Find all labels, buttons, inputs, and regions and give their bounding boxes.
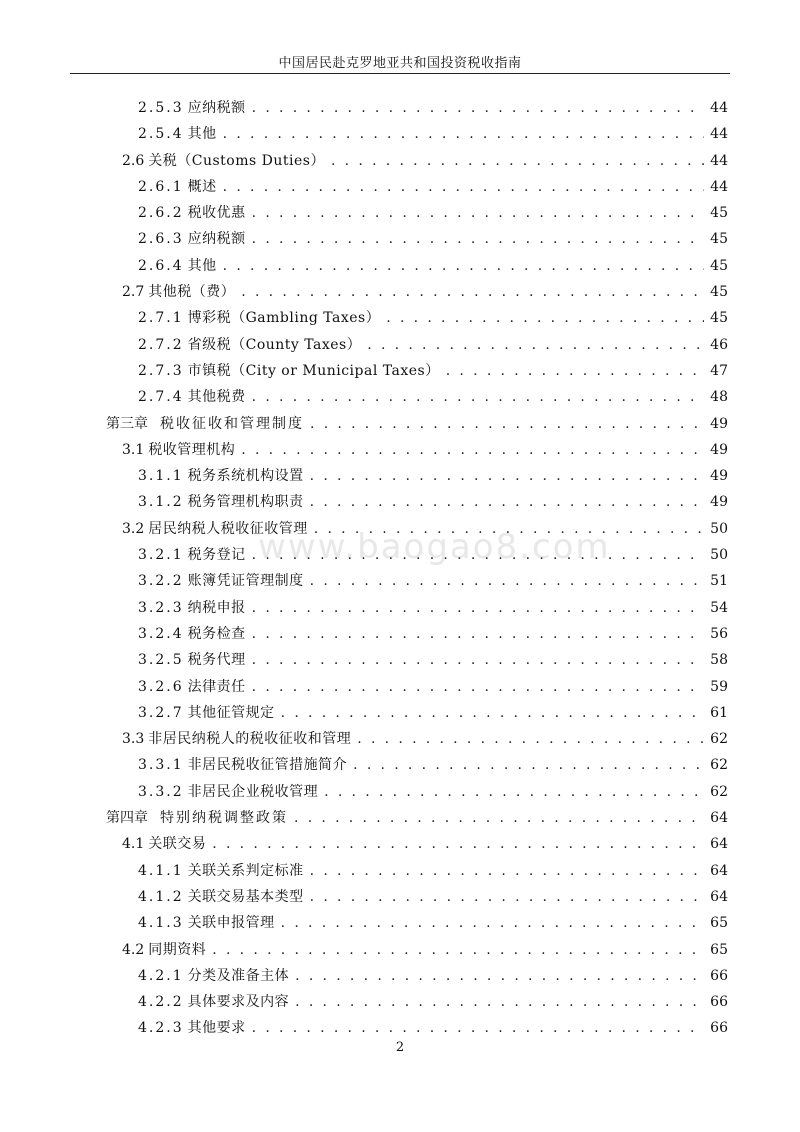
toc-entry-number: 4.1.3	[138, 915, 184, 932]
toc-entry-page: 66	[710, 994, 728, 1011]
toc-entry-page: 61	[710, 704, 728, 721]
toc-entry[interactable]	[0, 148, 800, 174]
toc-entry-title: 关联申报管理	[187, 915, 275, 932]
toc-entry[interactable]	[0, 305, 800, 331]
dot-leader	[310, 489, 704, 515]
toc-entry-title: 居民纳税人税收征收管理	[148, 520, 308, 537]
toc-entry-page: 64	[710, 862, 728, 879]
toc-entry-page: 49	[710, 441, 728, 458]
toc-entry-title: 非居民纳税人的税收征收和管理	[148, 731, 352, 748]
dot-leader	[241, 279, 704, 305]
toc-entry[interactable]	[0, 489, 800, 515]
toc-entry-title: 账簿凭证管理制度	[187, 573, 304, 590]
toc-entry-number: 3.2.5	[138, 652, 184, 669]
toc-entry-page: 62	[710, 731, 728, 748]
toc-entry[interactable]	[0, 647, 800, 673]
dot-leader	[252, 621, 704, 647]
toc-entry-number: 2.7.3	[138, 362, 184, 379]
toc-entry-number: 4.2.1	[138, 967, 184, 984]
toc-entry-number: 4.1.2	[138, 888, 184, 905]
table-of-contents	[0, 95, 800, 1042]
toc-entry-page: 45	[710, 284, 728, 301]
toc-entry-title: 省级税（County Taxes）	[187, 336, 362, 353]
toc-entry-title: 分类及准备主体	[187, 967, 290, 984]
toc-entry[interactable]	[0, 463, 800, 489]
dot-leader	[295, 963, 704, 989]
dot-leader	[281, 700, 704, 726]
dot-leader	[331, 148, 704, 174]
dot-leader	[295, 989, 704, 1015]
toc-entry-title: 其他	[187, 257, 217, 274]
dot-leader	[310, 858, 704, 884]
dot-leader	[446, 358, 704, 384]
toc-entry[interactable]	[0, 937, 800, 963]
toc-entry-number: 3.2.4	[138, 625, 184, 642]
toc-entry-number: 2.6	[122, 152, 145, 169]
toc-entry-page: 49	[710, 415, 728, 432]
toc-entry-page: 51	[710, 573, 728, 590]
toc-entry-title: 税收优惠	[187, 205, 246, 222]
toc-entry-title: 其他征管规定	[187, 704, 275, 721]
dot-leader	[252, 647, 704, 673]
dot-leader	[252, 674, 704, 700]
toc-entry-page: 54	[710, 599, 728, 616]
dot-leader	[324, 779, 704, 805]
toc-entry-number: 2.7.2	[138, 336, 184, 353]
toc-entry[interactable]	[0, 226, 800, 252]
dot-leader	[367, 332, 704, 358]
toc-entry-page: 56	[710, 625, 728, 642]
page-number: 2	[395, 1040, 405, 1055]
dot-leader	[252, 200, 704, 226]
toc-entry-number: 2.7	[122, 284, 145, 301]
toc-entry-title: 非居民企业税收管理	[187, 783, 319, 800]
toc-entry-title: 其他税（费）	[148, 284, 236, 301]
toc-entry[interactable]	[0, 700, 800, 726]
toc-entry[interactable]	[0, 831, 800, 857]
toc-entry[interactable]	[0, 963, 800, 989]
toc-entry-page: 62	[710, 757, 728, 774]
toc-entry-title: 同期资料	[148, 941, 207, 958]
toc-entry-title: 税收征收和管理制度	[160, 415, 304, 432]
toc-entry-title: 具体要求及内容	[187, 994, 290, 1011]
toc-entry-number: 2.6.1	[138, 178, 184, 195]
dot-leader	[310, 884, 704, 910]
toc-entry[interactable]	[0, 121, 800, 147]
toc-entry-title: 税务管理机构职责	[187, 494, 304, 511]
toc-entry-number: 2.7.4	[138, 389, 184, 406]
toc-entry[interactable]	[0, 384, 800, 410]
toc-entry[interactable]	[0, 332, 800, 358]
toc-entry-number: 2.6.4	[138, 257, 184, 274]
dot-leader	[357, 726, 704, 752]
toc-entry-title: 税务检查	[187, 625, 246, 642]
toc-entry-page: 49	[710, 468, 728, 485]
dot-leader	[310, 463, 704, 489]
toc-entry[interactable]	[0, 95, 800, 121]
toc-entry[interactable]	[0, 805, 800, 831]
toc-entry-title: 其他税费	[187, 389, 246, 406]
toc-entry[interactable]	[0, 411, 800, 437]
toc-entry-number: 2.6.3	[138, 231, 184, 248]
toc-entry[interactable]	[0, 253, 800, 279]
toc-entry[interactable]	[0, 910, 800, 936]
dot-leader	[386, 305, 704, 331]
toc-entry-number: 4.1	[122, 836, 145, 853]
toc-entry-page: 44	[710, 178, 728, 195]
toc-entry-number: 3.1.1	[138, 468, 184, 485]
dot-leader	[353, 752, 704, 778]
toc-entry-page: 49	[710, 494, 728, 511]
toc-entry-page: 50	[710, 520, 728, 537]
toc-entry-page: 45	[710, 257, 728, 274]
toc-entry-page: 44	[710, 126, 728, 143]
toc-entry-number: 2.5.3	[138, 100, 184, 116]
toc-entry-number: 3.2.6	[138, 678, 184, 695]
toc-entry-title: 税收管理机构	[148, 441, 236, 458]
toc-entry[interactable]	[0, 858, 800, 884]
toc-entry-number: 3.2.2	[138, 573, 184, 590]
toc-entry-title: 税务系统机构设置	[187, 468, 304, 485]
toc-entry-title: 税务代理	[187, 652, 246, 669]
toc-entry-title: 应纳税额	[187, 231, 246, 248]
dot-leader	[252, 1015, 704, 1041]
toc-entry[interactable]	[0, 358, 800, 384]
toc-entry-page: 66	[710, 1020, 728, 1037]
toc-entry-number: 2.6.2	[138, 205, 184, 222]
toc-entry-number: 3.2.1	[138, 547, 184, 564]
dot-leader	[223, 174, 704, 200]
toc-entry-title: 概述	[187, 178, 217, 195]
toc-entry-number: 2.5.4	[138, 126, 184, 143]
toc-entry-title: 关联交易基本类型	[187, 888, 304, 905]
toc-entry[interactable]	[0, 621, 800, 647]
toc-entry[interactable]	[0, 674, 800, 700]
toc-entry[interactable]	[0, 752, 800, 778]
toc-entry-number: 4.2	[122, 941, 145, 958]
dot-leader	[223, 121, 704, 147]
toc-entry-title: 其他要求	[187, 1020, 246, 1037]
dot-leader	[294, 805, 704, 831]
toc-entry[interactable]	[0, 779, 800, 805]
toc-entry-title: 非居民税收征管措施简介	[187, 757, 348, 774]
toc-entry-number: 2.7.1	[138, 310, 184, 327]
toc-entry-number: 3.3.2	[138, 783, 184, 800]
toc-entry-number: 4.2.2	[138, 994, 184, 1011]
toc-entry-page: 59	[710, 678, 728, 695]
toc-entry-title: 关联关系判定标准	[187, 862, 304, 879]
toc-entry-number: 4.2.3	[138, 1020, 184, 1037]
toc-entry-page: 64	[710, 810, 728, 827]
toc-entry-page: 45	[710, 205, 728, 222]
dot-leader	[281, 910, 704, 936]
toc-entry-title: 关联交易	[148, 836, 207, 853]
toc-entry-page: 45	[710, 310, 728, 327]
dot-leader	[310, 568, 704, 594]
toc-entry-page: 66	[710, 967, 728, 984]
toc-entry-number: 3.1	[122, 441, 145, 458]
toc-entry-number: 第三章	[106, 415, 148, 432]
toc-entry[interactable]	[0, 279, 800, 305]
toc-entry-page: 47	[710, 362, 728, 379]
dot-leader	[252, 95, 704, 121]
toc-entry-number: 3.3.1	[138, 757, 184, 774]
toc-entry-page: 50	[710, 547, 728, 564]
toc-entry-page: 48	[710, 389, 728, 406]
toc-entry-title: 特别纳税调整政策	[160, 810, 288, 827]
dot-leader	[212, 937, 704, 963]
toc-entry-title: 纳税申报	[187, 599, 246, 616]
toc-entry-page: 44	[710, 152, 728, 169]
toc-entry-number: 4.1.1	[138, 862, 184, 879]
dot-leader	[223, 253, 704, 279]
toc-entry-number: 3.2.7	[138, 704, 184, 721]
toc-entry[interactable]	[0, 595, 800, 621]
toc-entry-title: 应纳税额	[187, 100, 246, 116]
header-divider	[70, 73, 730, 74]
toc-entry-page: 64	[710, 888, 728, 905]
toc-entry-number: 3.1.2	[138, 494, 184, 511]
dot-leader	[310, 411, 704, 437]
toc-entry[interactable]	[0, 200, 800, 226]
dot-leader	[252, 226, 704, 252]
toc-entry-title: 关税（Customs Duties）	[148, 152, 325, 169]
dot-leader	[252, 384, 704, 410]
toc-entry-page: 62	[710, 783, 728, 800]
dot-leader	[252, 595, 704, 621]
dot-leader	[212, 831, 704, 857]
page-header: 中国居民赴克罗地亚共和国投资税收指南	[278, 56, 522, 71]
watermark: www.baogao8.com	[258, 527, 611, 567]
toc-entry-page: 58	[710, 652, 728, 669]
toc-entry-page: 44	[710, 100, 728, 116]
toc-entry-number: 3.3	[122, 731, 145, 748]
toc-entry-page: 65	[710, 915, 728, 932]
toc-entry-number: 3.2.3	[138, 599, 184, 616]
toc-entry-title: 税务登记	[187, 547, 246, 564]
toc-entry-page: 64	[710, 836, 728, 853]
toc-entry[interactable]	[0, 726, 800, 752]
toc-entry-title: 法律责任	[187, 678, 246, 695]
toc-entry-title: 其他	[187, 126, 217, 143]
toc-entry-page: 45	[710, 231, 728, 248]
toc-entry[interactable]	[0, 568, 800, 594]
toc-entry[interactable]	[0, 437, 800, 463]
dot-leader	[241, 437, 704, 463]
toc-entry[interactable]	[0, 1015, 800, 1041]
toc-entry[interactable]	[0, 174, 800, 200]
toc-entry-title: 市镇税（City or Municipal Taxes）	[187, 362, 440, 379]
toc-entry-number: 第四章	[106, 810, 148, 827]
toc-entry-title: 博彩税（Gambling Taxes）	[187, 310, 381, 327]
toc-entry-number: 3.2	[122, 520, 145, 537]
toc-entry-page: 46	[710, 336, 728, 353]
toc-entry[interactable]	[0, 989, 800, 1015]
toc-entry-page: 65	[710, 941, 728, 958]
toc-entry[interactable]	[0, 884, 800, 910]
